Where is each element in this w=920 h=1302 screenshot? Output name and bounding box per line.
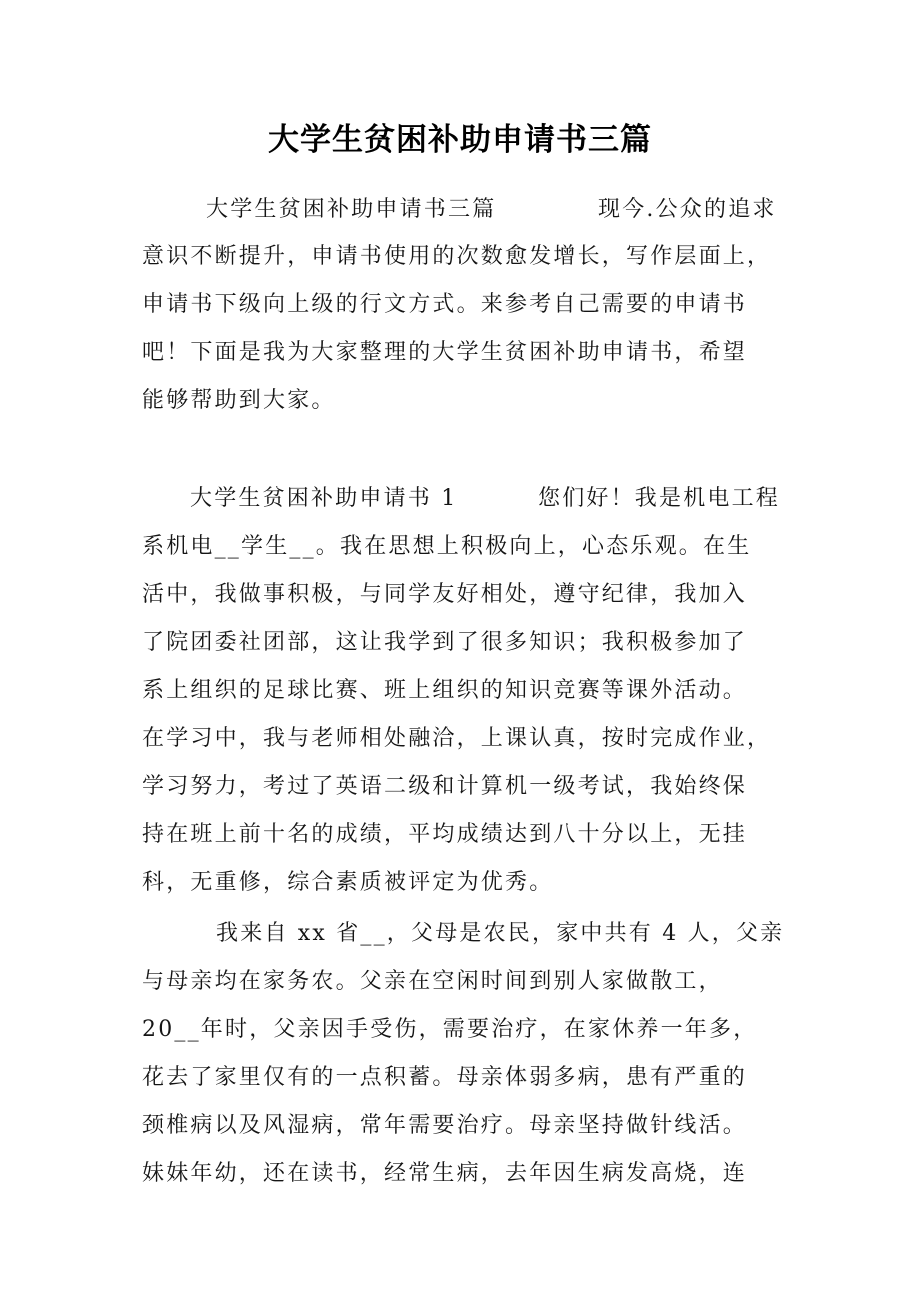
section1-first-line-rest: 您们好！我是机电工程 [538,486,781,511]
section1-p1-line: 系机电__学生__。我在思想上积极向上，心态乐观。在生 [142,534,752,559]
section1-p1-line: 持在班上前十名的成绩，平均成绩达到八十分以上，无挂 [142,822,748,847]
section1-p2-line: 20__年时，父亲因手受伤，需要治疗，在家休养一年多， [142,1017,758,1042]
intro-heading-inline: 大学生贫困补助申请书三篇 [206,197,497,222]
section1-p1-line: 科，无重修，综合素质被评定为优秀。 [142,870,554,895]
intro-line-4: 吧！下面是我为大家整理的大学生贫困补助申请书，希望 [142,340,748,365]
section1-p2-line: 妹妹年幼，还在读书，经常生病，去年因生病发高烧，连 [142,1161,748,1186]
section1-p2-line: 颈椎病以及风湿病，常年需要治疗。母亲坚持做针线活。 [142,1113,748,1138]
intro-line-3: 申请书下级向上级的行文方式。来参考自己需要的申请书 [142,292,748,317]
section1-p2-line: 花去了家里仅有的一点积蓄。母亲体弱多病，患有严重的 [142,1065,748,1090]
section1-p1-line: 学习努力，考过了英语二级和计算机一级考试，我始终保 [142,774,748,799]
intro-line-2: 意识不断提升，申请书使用的次数愈发增长，写作层面上， [142,244,772,269]
section1-p1-line: 在学习中，我与老师相处融洽，上课认真，按时完成作业， [142,726,772,751]
section1-p2-line: 与母亲均在家务农。父亲在空闲时间到别人家做散工， [142,969,723,994]
section1-heading-inline: 大学生贫困补助申请书 1 [190,486,458,511]
section1-p1-line: 活中，我做事积极，与同学友好相处，遵守纪律，我加入 [142,582,748,607]
section1-p2-line: 我来自 xx 省__，父母是农民，家中共有 4 人，父亲 [216,921,785,946]
intro-line-5: 能够帮助到大家。 [142,388,336,413]
intro-first-line-rest: 现今.公众的追求 [598,197,777,222]
document-title: 大学生贫困补助申请书三篇 [268,122,652,158]
section1-p1-line: 系上组织的足球比赛、班上组织的知识竞赛等课外活动。 [142,678,748,703]
section1-p1-line: 了院团委社团部，这让我学到了很多知识；我积极参加了 [142,630,748,655]
